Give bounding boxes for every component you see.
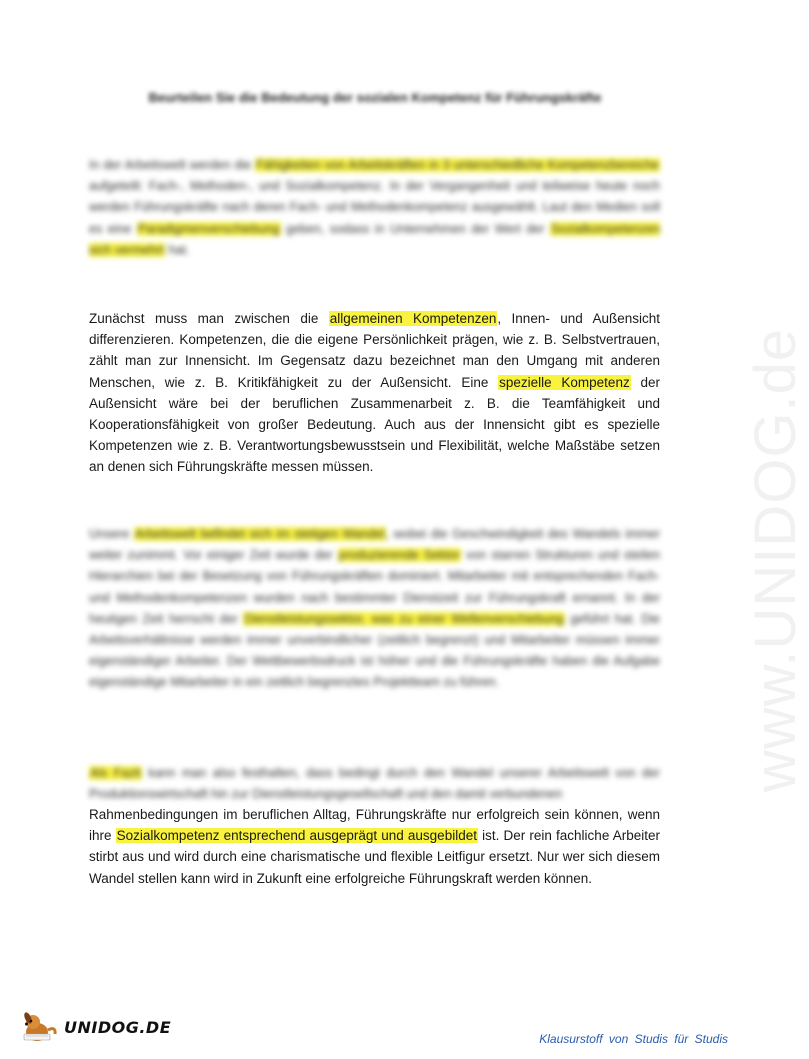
intro-paragraph	[89, 155, 660, 261]
conclusion-paragraph	[89, 804, 660, 889]
highlighted-text: Arbeitswelt befindet sich im stetigen Wandel	[134, 527, 385, 541]
text-run: Unsere	[89, 527, 134, 541]
text-run: geführt hat. Die Arbeitsverhältnisse werden immer unverbindlicher (zeitlich begrenzt) und Mitarbeiter müssen immer eigenständiger Arbeiter. Der Wettbewerbsdruck ist höher und die Führungskräfte haben die Aufgabe eigenständige Mitarbeiter in ein zeitlich begrenztes Projektteam zu führen.	[89, 611, 660, 690]
text-run: geben, sodass in Unternehmen der Wert der	[280, 221, 550, 236]
unidog-logo[interactable]	[20, 1010, 171, 1044]
text-run: , wobei die Geschwindigkeit des Wandels immer weiter zunimmt. Vor einiger Zeit wurde der	[89, 527, 660, 563]
footer-tagline: Klausurstoff von Studis für Studis	[539, 1032, 728, 1046]
document-title: Beurteilen Sie die Bedeutung der sozialen Kompetenz für Führungskräfte	[148, 90, 602, 105]
highlighted-text: Als Fazit	[90, 766, 141, 780]
highlighted-text: Sozialkompetenz entsprechend ausgeprägt und ausgebildet	[116, 828, 477, 844]
text-run: von starren Strukturen und steilen Hierarchien bei der Besetzung von Führungskräften dominiert. Mitarbeiter mit entsprechenden Fach- und Methodenkompetenzen wurden nach bestimmter Dienstzeit zur Führungskraft ernannt. In der heutigen Zeit herrscht der	[89, 548, 660, 626]
highlighted-text: produzierende Sektor	[338, 548, 460, 563]
text-run: ist. Der rein fachliche Arbeiter stirbt aus und wird durch eine charismatische und flexible Leitfigur ersetzt. Nur wer sich diesem Wandel stellen kann wird in Zukunft eine erfolgreiche Führungskraft werden können.	[89, 828, 660, 886]
logo-text: UNIDOG.DE	[64, 1017, 172, 1037]
highlighted-text: allgemeinen Kompetenzen	[329, 311, 497, 326]
highlighted-text: Dienstleistungssektor, was zu einer Wellenverschiebung	[244, 611, 564, 626]
conclusion-blurred-lines	[89, 763, 660, 805]
change-paragraph	[89, 524, 660, 694]
text-run: Zunächst muss man zwischen die	[89, 311, 329, 326]
watermark: www.UNIDOG.de	[743, 327, 808, 793]
dog-mascot-icon	[20, 1010, 60, 1044]
highlighted-text: Fähigkeiten von Arbeitskräften in 3 unterschiedliche Kompetenzbereiche	[256, 158, 659, 172]
text-run: kann man also festhalten, dass bedingt durch den Wandel unserer Arbeitswelt von der Produktionswirtschaft hin zur Dienstleistungsgesellschaft und den damit verbundenen	[89, 766, 660, 802]
text-run: aufgeteilt: Fach-, Methoden-, und Sozialkompetenz. In der Vergangenheit und teilweise heute noch werden Führungskräfte nach deren Fach- und Methodenkompetenz ausgewählt. Laut den Medien soll es eine	[89, 179, 660, 236]
text-run: In der Arbeitswelt werden die	[89, 158, 256, 172]
competence-paragraph	[89, 308, 660, 478]
text-run: Rahmenbedingungen im beruflichen Alltag, Führungskräfte nur erfolgreich sein können, wenn ihre	[89, 807, 660, 844]
highlighted-text: spezielle Kompetenz	[499, 374, 630, 390]
highlighted-text: Sozialkompetenzen sich vermehrt	[89, 221, 661, 257]
text-run: hat.	[165, 242, 190, 257]
text-run: der Außensicht wäre bei der beruflichen Zusammenarbeit z. B. die Teamfähigkeit und Kooperationsfähigkeit von großer Bedeutung. Auch aus der Innensicht gibt es spezielle Kompetenzen wie z. B. Verantwortungsbewusstsein und Flexibilität, welche Maßstäbe setzen an denen sich Führungskräfte messen müssen.	[89, 374, 660, 475]
text-run: , Innen- und Außensicht differenzieren. Kompetenzen, die die eigene Persönlichkeit prägen, wie z. B. Selbstvertrauen, zählt man zur Innensicht. Im Gegensatz dazu bezeichnet man den Umgang mit anderen Menschen, wie z. B. Kritikfähigkeit zu der Außensicht. Eine	[89, 311, 661, 390]
highlighted-text: Paradigmenverschiebung	[137, 221, 280, 236]
